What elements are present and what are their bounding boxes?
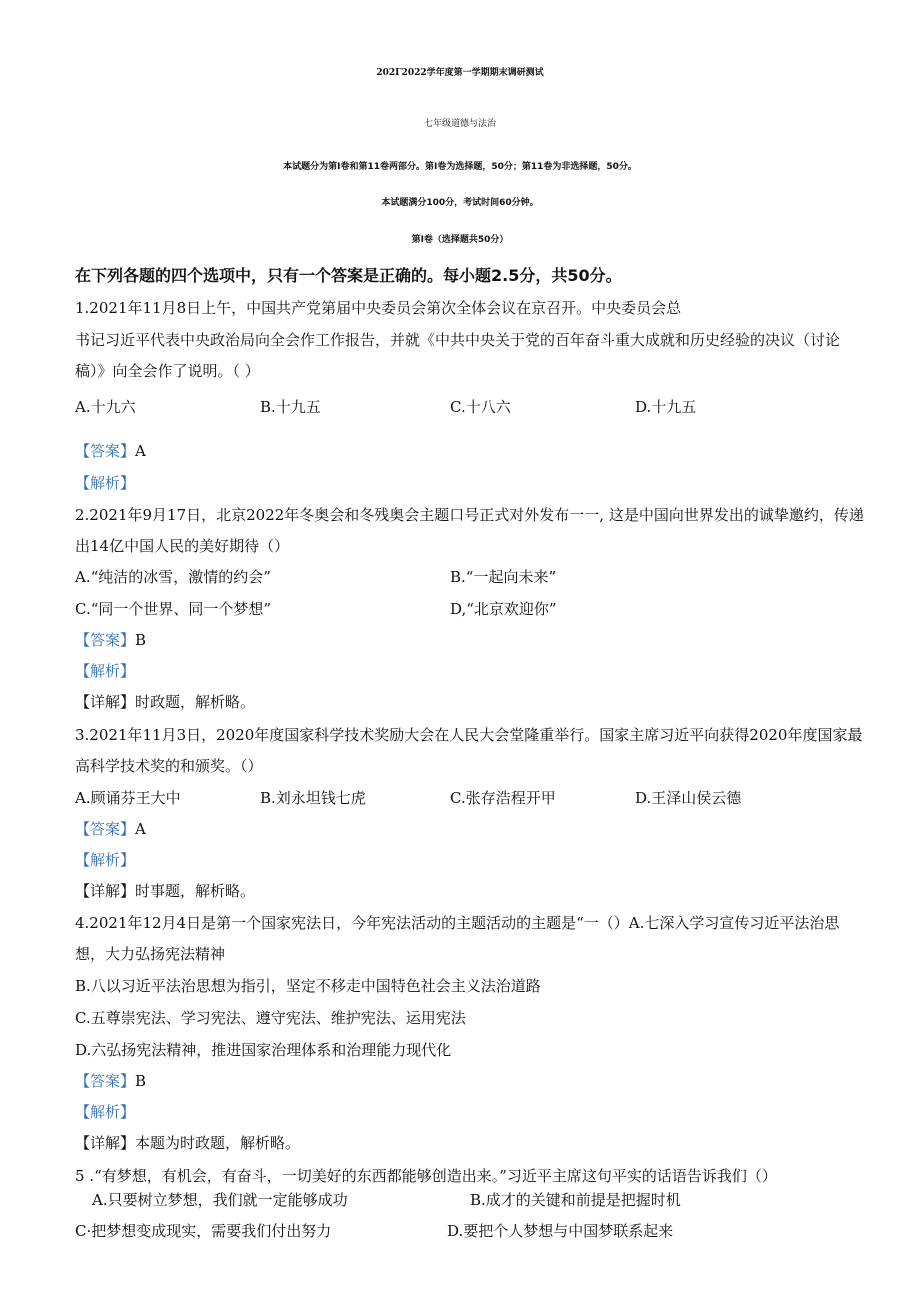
q3-analysis-label: 【解析】 xyxy=(75,851,136,869)
q1-option-c: C.十八六 xyxy=(450,398,511,416)
q3-stem-line1: 3.2021年11月3日，2020年度国家科学技术奖励大会在人民大会堂隆重举行。国家主席习近平向获得2020年度国家最 xyxy=(75,726,863,744)
q5-option-b: B.成才的关键和前提是把握时机 xyxy=(470,1191,681,1209)
detail-label: 【详解】 xyxy=(75,693,136,711)
q2-detail xyxy=(75,692,255,712)
q1-option-b: B.十九五 xyxy=(260,398,321,416)
exam-subtitle: 七年级道德与法治 xyxy=(423,119,496,129)
q4-detail-text: 本题为时政题，解析略。 xyxy=(135,1134,301,1152)
q2-analysis-label: 【解析】 xyxy=(75,662,136,680)
q2-option-b: B.“一起向未来” xyxy=(450,568,557,586)
q2-detail-text: 时政题，解析略。 xyxy=(135,693,256,711)
q3-options xyxy=(0,788,920,808)
q1-answer-value: A xyxy=(135,442,146,460)
q5-options-row2 xyxy=(0,1221,920,1241)
q3-option-b: B.刘永坦钱七虎 xyxy=(260,789,366,807)
q3-detail-text: 时事题，解析略。 xyxy=(135,882,256,900)
q5-option-a: A.只要树立梦想，我们就一定能够成功 xyxy=(92,1191,348,1209)
q4-option-b: B.八以习近平法治思想为指引，坚定不移走中国特色社会主义法治道路 xyxy=(75,977,541,995)
section-instruction: 在下列各题的四个选项中，只有一个答案是正确的。每小题2.5分，共50分。 xyxy=(75,266,622,285)
exam-intro-parts: 本试题分为第I卷和第11卷两部分。第I卷为选择题，50分；第11卷为非选择题，50分。 xyxy=(283,162,637,172)
q4-answer-value: B xyxy=(135,1072,147,1090)
q2-answer-value: B xyxy=(135,631,147,649)
q1-stem-line2: 书记习近平代表中央政治局向全会作工作报告，并就《中共中央关于党的百年奋斗重大成就和历史经验的决议（讨论 xyxy=(75,331,841,349)
q5-stem-line1: 5 .“有梦想，有机会，有奋斗，一切美好的东西都能够创造出来。”习近平主席这句平实的话语告诉我们（） xyxy=(75,1167,777,1185)
q4-answer xyxy=(75,1071,146,1091)
q3-option-a: A.顾诵芬王大中 xyxy=(75,789,181,807)
q3-stem-line2: 高科学技术奖的和颁奖。（） xyxy=(75,757,263,775)
q2-option-a: A.“纯洁的冰雪，激情的约会” xyxy=(75,568,271,586)
exam-title: 202Γ2022学年度第一学期期末调研测试 xyxy=(376,68,544,78)
q5-option-c: C·把梦想变成现实，需要我们付出努力 xyxy=(75,1222,332,1240)
answer-label: 【答案】 xyxy=(75,442,136,460)
q1-analysis-label: 【解析】 xyxy=(75,474,136,492)
q5-option-d: D.要把个人梦想与中国梦联系起来 xyxy=(447,1222,674,1240)
q4-detail xyxy=(75,1133,300,1153)
q4-stem-line1: 4.2021年12月4日是第一个国家宪法日，今年宪法活动的主题活动的主题是“一（）A.七深入学习宣传习近平法治思 xyxy=(75,914,840,932)
q2-option-c: C.“同一个世界、同一个梦想” xyxy=(75,600,272,618)
q2-stem-line1: 2.2021年9月17日，北京2022年冬奥会和冬残奥会主题口号正式对外发布一一, 这是中国向世界发出的诚挚邀约，传递 xyxy=(75,506,864,524)
q3-option-d: D.王泽山侯云德 xyxy=(635,789,742,807)
q4-stem-line2: 想，大力弘扬宪法精神 xyxy=(75,945,226,963)
q1-stem-line1: 1.2021年11月8日上午，中国共产党第届中央委员会第次全体会议在京召开。中央委员会总 xyxy=(75,299,682,317)
q4-option-d: D.六弘扬宪法精神，推进国家治理体系和治理能力现代化 xyxy=(75,1041,452,1059)
q1-option-d: D.十九五 xyxy=(635,398,697,416)
answer-label: 【答案】 xyxy=(75,631,136,649)
q1-stem-line3: 稿）》向全会作了说明。（ ） xyxy=(75,362,260,380)
q3-answer xyxy=(75,819,146,839)
section-heading: 第I卷（选择题共50分） xyxy=(411,235,509,245)
q4-analysis-label: 【解析】 xyxy=(75,1103,136,1121)
q3-answer-value: A xyxy=(135,820,146,838)
q2-answer xyxy=(75,630,146,650)
q1-option-a: A.十九六 xyxy=(75,398,136,416)
q5-options-row1 xyxy=(0,1190,920,1210)
q2-option-d: D,“北京欢迎你” xyxy=(450,600,557,618)
q4-option-c: C.五尊崇宪法、学习宪法、遵守宪法、维护宪法、运用宪法 xyxy=(75,1009,466,1027)
detail-label: 【详解】 xyxy=(75,1134,136,1152)
q1-answer xyxy=(75,441,146,461)
q2-options-row2 xyxy=(0,599,920,619)
exam-intro-score: 本试题满分100分，考试时间60分钟。 xyxy=(381,198,539,208)
q3-detail xyxy=(75,881,255,901)
detail-label: 【详解】 xyxy=(75,882,136,900)
q2-options-row1 xyxy=(0,567,920,587)
q2-stem-line2: 出14亿中国人民的美好期待（） xyxy=(75,537,290,555)
q3-option-c: C.张存浩程开甲 xyxy=(450,789,556,807)
answer-label: 【答案】 xyxy=(75,1072,136,1090)
answer-label: 【答案】 xyxy=(75,820,136,838)
q1-options xyxy=(0,397,920,417)
